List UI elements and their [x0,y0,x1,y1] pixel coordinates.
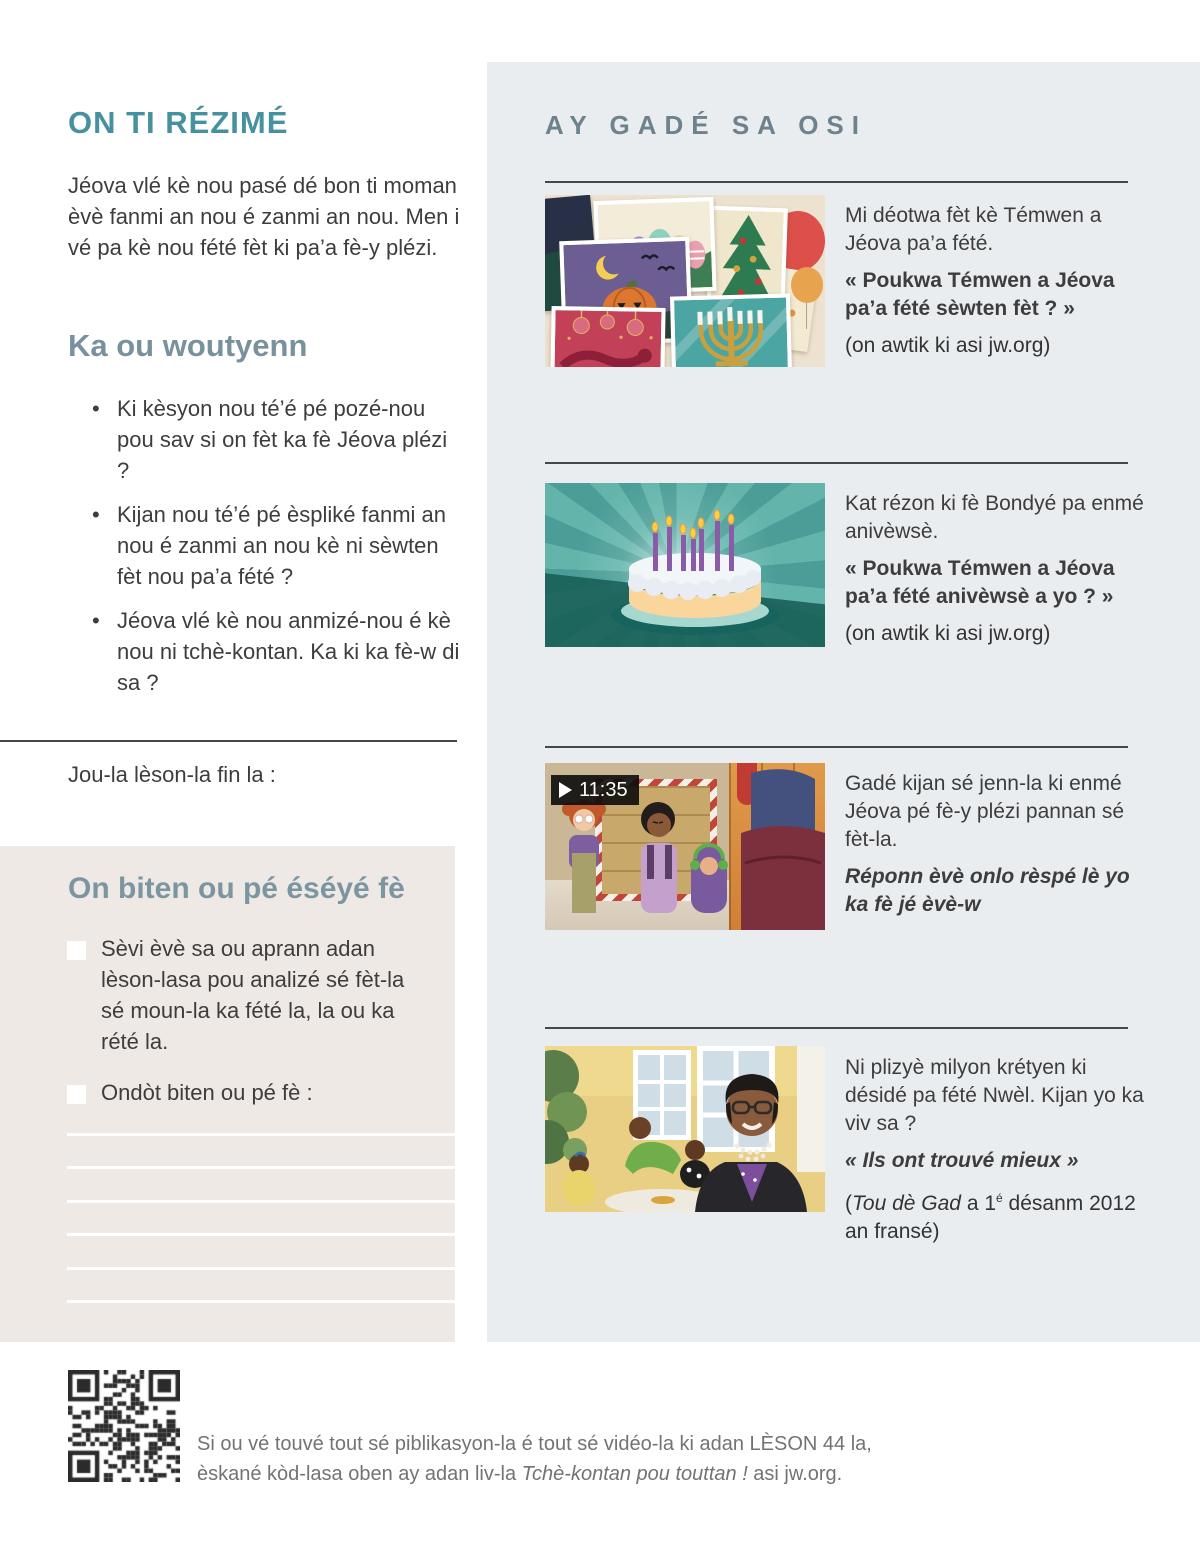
row-text [845,490,1145,657]
goal-item: Sèvi èvè sa ou aprann adan lèson-lasa pou analizé sé fèt-la sé moun-la ka fété la, la ou ka rété la. [101,936,405,1054]
separator [545,1027,1128,1029]
thumbnail-birthday-cake[interactable] [545,483,825,647]
bullet-item: • Kijan nou té’é pé èspliké fanmi an nou é zanmi an nou kè ni sèwten fèt nou pa’a fété ? [68,499,460,592]
lesson-date-label: Jou-la lèson-la fin la : [68,762,276,787]
writing-line[interactable] [67,1166,455,1169]
lantern-dragon-card [550,306,665,367]
divider [0,740,457,742]
item-source: (on awtik ki asi jw.org) [845,334,1051,357]
panel-title: AY GADÉ SA OSI [545,110,867,140]
goal-item: Ondòt biten ou pé fè : [101,1080,313,1105]
bullet-item: • Jéova vlé kè nou anmizé-nou é kè nou ni tchè-kontan. Ka ki ka fè-w di sa ? [68,605,460,698]
writing-line[interactable] [67,1300,455,1303]
footer-line2: èskané kòd-lasa oben ay adan liv-la Tchè-kontan pou touttan ! asi jw.org. [197,1463,843,1485]
writing-line[interactable] [67,1133,455,1136]
child-headphones [690,845,728,913]
footer-caption [197,1429,1117,1489]
footer-line1: Si ou vé touvé tout sé piblikasyon-la é tout sé vidéo-la ki adan LÈSON 44 la, [197,1433,872,1455]
item-text: Ni plizyè milyon krétyen ki désidé pa fété Nwèl. Kijan yo ka viv sa ? [845,1056,1144,1135]
goal-box-title: On biten ou pé éséyé fè [68,872,405,905]
girl-red-hair [562,800,606,913]
item-source: (Tou dè Gad a $1^é$ désanm 2012 an fransé) [845,1191,1136,1243]
summary-text: Jéova vlé kè nou pasé dé bon ti moman èvè fanmi an nou é zanmi an nou. Men i vé pa kè nou fété fèt ki pa’a fè-y plézi. [68,173,460,260]
orange-balloon [791,267,823,303]
menorah-card [670,293,792,367]
writing-line[interactable] [67,1200,455,1203]
checkbox-icon[interactable] [67,1085,86,1104]
bullet-item: • Ki kèsyon nou té’é pé pozé-nou pou sav si on fèt ka fè Jéova plézi ? [68,393,460,486]
writing-line[interactable] [67,1233,455,1236]
summary-title: ON TI RÉZIMÉ [68,105,289,140]
writing-line[interactable] [67,1267,455,1270]
thumbnail-photo-woman[interactable] [545,1046,825,1212]
row-text [845,1054,1145,1255]
menorah-illustration [674,298,788,367]
row-text [845,202,1145,369]
item-quote: Réponn èvè onlo rèspé lè yo ka fè jé èvè-w [845,865,1130,916]
item-quote: « Poukwa Témwen a Jéova pa’a fété anivèwsè a yo ? » [845,557,1115,608]
checkbox-icon[interactable] [67,941,86,960]
item-quote: « Poukwa Témwen a Jéova pa’a fété sèwten fèt ? » [845,269,1115,320]
see-also-panel [487,62,1200,1342]
separator [545,181,1128,183]
item-text: Gadé kijan sé jenn-la ki enmé Jéova pé fè-y plézi pannan sé fèt-la. [845,772,1125,851]
item-text: Kat rézon ki fè Bondyé pa enmé anivèwsè. [845,492,1144,543]
qr-code-icon [68,1370,180,1482]
video-play-badge[interactable] [551,775,639,805]
separator [545,462,1128,464]
goal-box [0,846,455,1342]
birthday-cake-illustration [545,483,825,647]
girl-black-hair [641,802,677,913]
video-duration: 11:35 [579,778,628,801]
thumbnail-video-children[interactable] [545,763,825,930]
family-photo-illustration [545,1046,825,1212]
separator [545,746,1128,748]
item-source: (on awtik ki asi jw.org) [845,622,1051,645]
woman-blue-hair [741,769,825,930]
play-icon [559,782,572,798]
thumbnail-holiday-cards[interactable] [545,195,825,367]
review-title: Ka ou woutyenn [68,328,308,363]
review-bullet-list [68,393,460,711]
lanterns-illustration [554,310,661,367]
row-text [845,770,1145,928]
item-text: Mi déotwa fèt kè Témwen a Jéova pa’a fété. [845,204,1102,255]
item-quote: « Ils ont trouvé mieux » [845,1149,1079,1172]
